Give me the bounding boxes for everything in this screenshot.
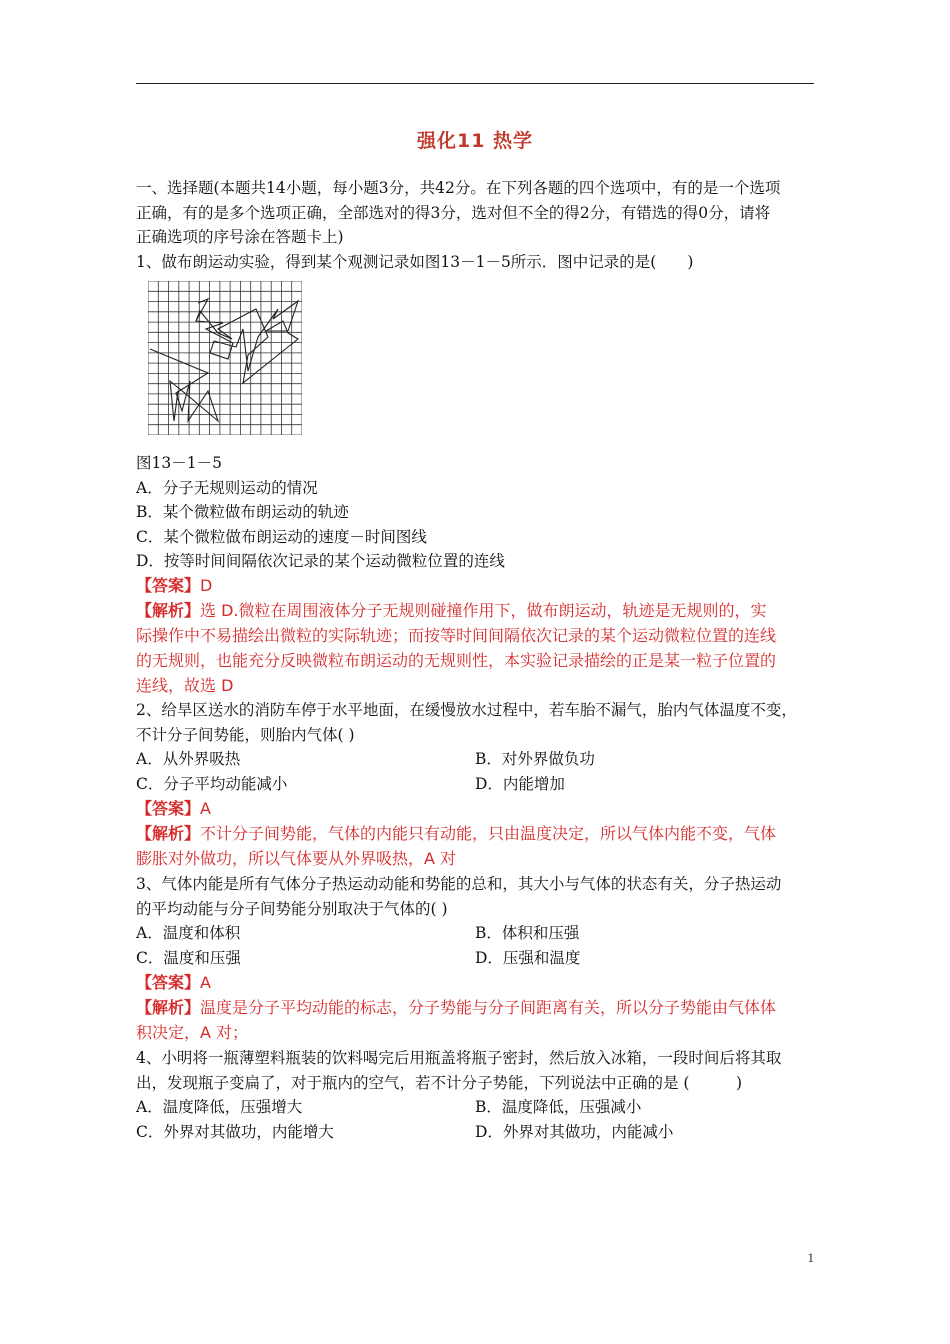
- option-d: D．内能增加: [475, 774, 565, 793]
- explanation-label: 【解析】: [136, 998, 201, 1017]
- explanation-line: 积决定，A 对；: [136, 1023, 249, 1042]
- option-row: [136, 921, 816, 946]
- option-b: B．温度降低，压强减小: [475, 1098, 642, 1116]
- option-row: [136, 747, 816, 772]
- explanation-line: [136, 995, 816, 1020]
- explanation-line: 际操作中不易描绘出微粒的实际轨迹；而按等时间间隔依次记录的某个运动微粒位置的连线: [136, 626, 777, 645]
- option-a: A．温度和体积: [136, 924, 241, 942]
- option-a: A．分子无规则运动的情况: [136, 478, 318, 497]
- question-3-stem: [136, 872, 816, 921]
- option-b: B．某个微粒做布朗运动的轨迹: [136, 503, 349, 521]
- intro-line: 正确选项的序号涂在答题卡上): [136, 228, 344, 246]
- question-2-answer-block: [136, 796, 816, 871]
- brownian-path-lower: [150, 349, 218, 421]
- question-4-stem: [136, 1046, 816, 1095]
- question-1-answer-block: [136, 573, 816, 698]
- answer-line: [136, 796, 816, 821]
- question-1-body: [136, 451, 816, 574]
- explanation-line: [136, 821, 816, 846]
- question-2-text: 不计分子间势能，则胎内气体( ): [136, 725, 355, 744]
- question-2-options: [136, 747, 816, 796]
- intro-line: 一、选择题(本题共14小题，每小题3分，共42分。在下列各题的四个选项中，有的是一个选项: [136, 179, 781, 197]
- question-3-text: 的平均动能与分子间势能分别取决于气体的( ): [136, 899, 448, 918]
- option-a: A．从外界吸热: [136, 750, 241, 768]
- brownian-motion-figure: [148, 281, 302, 435]
- header-rule: [136, 83, 814, 84]
- option-row: [136, 1120, 816, 1145]
- option-row: [136, 946, 816, 971]
- option-row: [136, 1095, 816, 1120]
- answer-label: 【答案】: [136, 799, 201, 818]
- option-c: C．外界对其做功，内能增大: [136, 1122, 334, 1141]
- explanation-line: 连线，故选 D: [136, 676, 234, 695]
- answer-label: 【答案】: [136, 576, 201, 595]
- question-1-stem: [136, 250, 816, 275]
- explanation-line: 的无规则，也能充分反映微粒布朗运动的无规则性，本实验记录描绘的正是某一粒子位置的: [136, 651, 777, 670]
- explanation-text: 不计分子间势能，气体的内能只有动能，只由温度决定，所以气体内能不变，气体: [200, 824, 777, 843]
- intro-line: 正确，有的是多个选项正确，全部选对的得3分，选对但不全的得2分，有错选的得0分，请将: [136, 203, 771, 222]
- answer-label: 【答案】: [136, 973, 201, 992]
- question-3-options: [136, 921, 816, 970]
- question-3-answer-block: [136, 970, 816, 1045]
- option-c: C．某个微粒做布朗运动的速度－时间图线: [136, 527, 427, 546]
- option-b: B．对外界做负功: [475, 750, 595, 768]
- question-4-text: 4、小明将一瓶薄塑料瓶装的饮料喝完后用瓶盖将瓶子密封，然后放入冰箱，一段时间后将其取: [136, 1049, 782, 1067]
- option-d: D．按等时间间隔依次记录的某个运动微粒位置的连线: [136, 552, 505, 570]
- section-intro: [136, 176, 816, 250]
- page-number: 1: [807, 1250, 814, 1265]
- answer-value: D: [200, 576, 213, 595]
- figure-caption: 图13－1－5: [136, 454, 222, 472]
- explanation-label: 【解析】: [136, 601, 201, 620]
- question-4-text: 出，发现瓶子变扁了，对于瓶内的空气，若不计分子势能，下列说法中正确的是 ( ): [136, 1073, 743, 1092]
- question-2-stem: [136, 698, 816, 747]
- option-d: D．压强和温度: [475, 948, 581, 967]
- explanation-line: [136, 598, 816, 623]
- explanation-text: 选 D.微粒在周围液体分子无规则碰撞作用下，做布朗运动，轨迹是无规则的，实: [200, 601, 767, 620]
- option-b: B．体积和压强: [475, 924, 580, 942]
- option-a: A．温度降低，压强增大: [136, 1098, 303, 1116]
- answer-line: [136, 573, 816, 598]
- explanation-line: 膨胀对外做功，所以气体要从外界吸热，A 对: [136, 849, 457, 868]
- option-c: C．分子平均动能减小: [136, 774, 288, 793]
- explanation-text: 温度是分子平均动能的标志，分子势能与分子间距离有关，所以分子势能由气体体: [200, 998, 777, 1017]
- answer-value: A: [200, 799, 211, 818]
- answer-value: A: [200, 973, 211, 992]
- answer-line: [136, 970, 816, 995]
- option-row: [136, 772, 816, 797]
- explanation-label: 【解析】: [136, 824, 201, 843]
- question-1-text: 1、做布朗运动实验，得到某个观测记录如图13－1－5所示．图中记录的是( ): [136, 253, 694, 271]
- option-c: C．温度和压强: [136, 948, 241, 967]
- option-d: D．外界对其做功，内能减小: [475, 1122, 674, 1141]
- question-4-options: [136, 1095, 816, 1144]
- page-title: 强化11 热学: [416, 130, 534, 152]
- question-3-text: 3、气体内能是所有气体分子热运动动能和势能的总和，其大小与气体的状态有关，分子热运动: [136, 875, 782, 893]
- question-2-text: 2、给旱区送水的消防车停于水平地面，在缓慢放水过程中，若车胎不漏气，胎内气体温度不变，: [136, 701, 797, 719]
